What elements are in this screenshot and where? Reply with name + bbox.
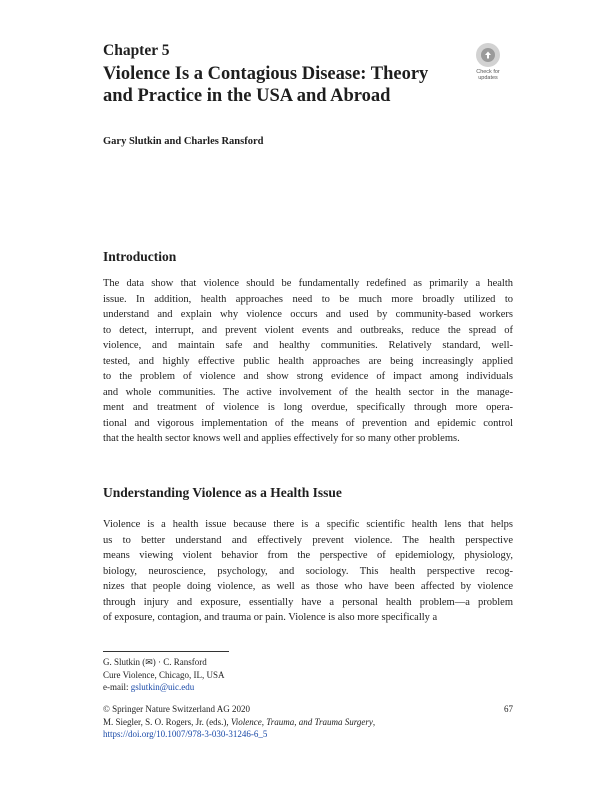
text-line: understand and explain why violence occurs and used by community-based workers xyxy=(103,309,513,321)
footnote-affiliation: Cure Violence, Chicago, IL, USA xyxy=(103,669,225,680)
doi-link[interactable]: https://doi.org/10.1007/978-3-030-31246-6_5 xyxy=(103,729,268,739)
footnote-divider xyxy=(103,651,229,652)
chapter-label: Chapter 5 xyxy=(103,42,170,59)
citation-line: M. Siegler, S. O. Rogers, Jr. (eds.), Violence, Trauma, and Trauma Surgery, xyxy=(103,716,376,727)
check-updates-icon xyxy=(476,43,500,67)
footnote-email-line: e-mail: gslutkin@uic.edu xyxy=(103,682,195,692)
text-line: and whole communities. The active involvement of the health sector in the manage- xyxy=(103,386,513,398)
chapter-authors: Gary Slutkin and Charles Ransford xyxy=(103,136,264,147)
text-line: to the problem of violence and show strong evidence of impact among individuals xyxy=(103,371,513,383)
text-line: of exposure, contagion, and trauma or pain. Violence is also more specifically a xyxy=(103,612,438,624)
text-line: biology, neuroscience, psychology, and sociology. This health perspective recog- xyxy=(103,565,513,577)
text-line: that the health sector knows well and applies effectively for so many other problems. xyxy=(103,433,460,445)
paragraph-introduction xyxy=(103,276,513,447)
paragraph-understanding xyxy=(103,517,513,626)
section-heading-understanding: Understanding Violence as a Health Issue xyxy=(103,485,342,500)
text-line: us to better understand and effectively prevent violence. The health perspective xyxy=(103,534,513,546)
author-footnote xyxy=(103,656,225,694)
check-for-updates-badge[interactable] xyxy=(470,43,506,87)
text-line: The data show that violence should be fundamentally redefined as primarily a health xyxy=(103,278,513,289)
text-line: through injury and exposure, essentially have a personal health problem—a problem xyxy=(103,596,513,608)
text-line: Violence is a health issue because there is a specific scientific health lens that helps xyxy=(103,519,513,530)
text-line: tested, and highly effective public health approaches are being increasingly applied xyxy=(103,355,513,367)
text-line: violence, and maintain safe and healthy communities. Relatively standard, well- xyxy=(103,340,513,352)
author-email-link[interactable]: gslutkin@uic.edu xyxy=(130,682,195,692)
text-line: ment and treatment of violence is long overdue, specifically through more opera- xyxy=(103,402,513,414)
text-line: nizes that people doing violence, as well as those who have been affected by violence xyxy=(103,581,513,593)
text-line: means viewing violent behavior from the perspective of epidemiology, physiology, xyxy=(103,550,513,562)
section-heading-introduction: Introduction xyxy=(103,249,177,264)
badge-text: Check for updates xyxy=(476,69,500,81)
copyright-line: © Springer Nature Switzerland AG 2020 xyxy=(103,704,251,714)
text-line: to detect, interrupt, and prevent violent events and outbreaks, reduce the spread of xyxy=(103,324,513,336)
publication-info xyxy=(103,703,513,741)
text-line: issue. In addition, health approaches need to be much more broadly utilized to xyxy=(103,293,513,305)
chapter-title xyxy=(103,63,463,107)
footnote-authors: G. Slutkin (✉) · C. Ransford xyxy=(103,657,207,667)
page-number: 67 xyxy=(504,704,513,714)
text-line: tional and vigorous implementation of the means of prevention and epidemic control xyxy=(103,417,513,429)
chapter-title-line: and Practice in the USA and Abroad xyxy=(103,86,391,106)
chapter-title-line: Violence Is a Contagious Disease: Theory xyxy=(103,64,429,84)
book-title: Violence, Trauma, and Trauma Surgery xyxy=(230,716,373,727)
